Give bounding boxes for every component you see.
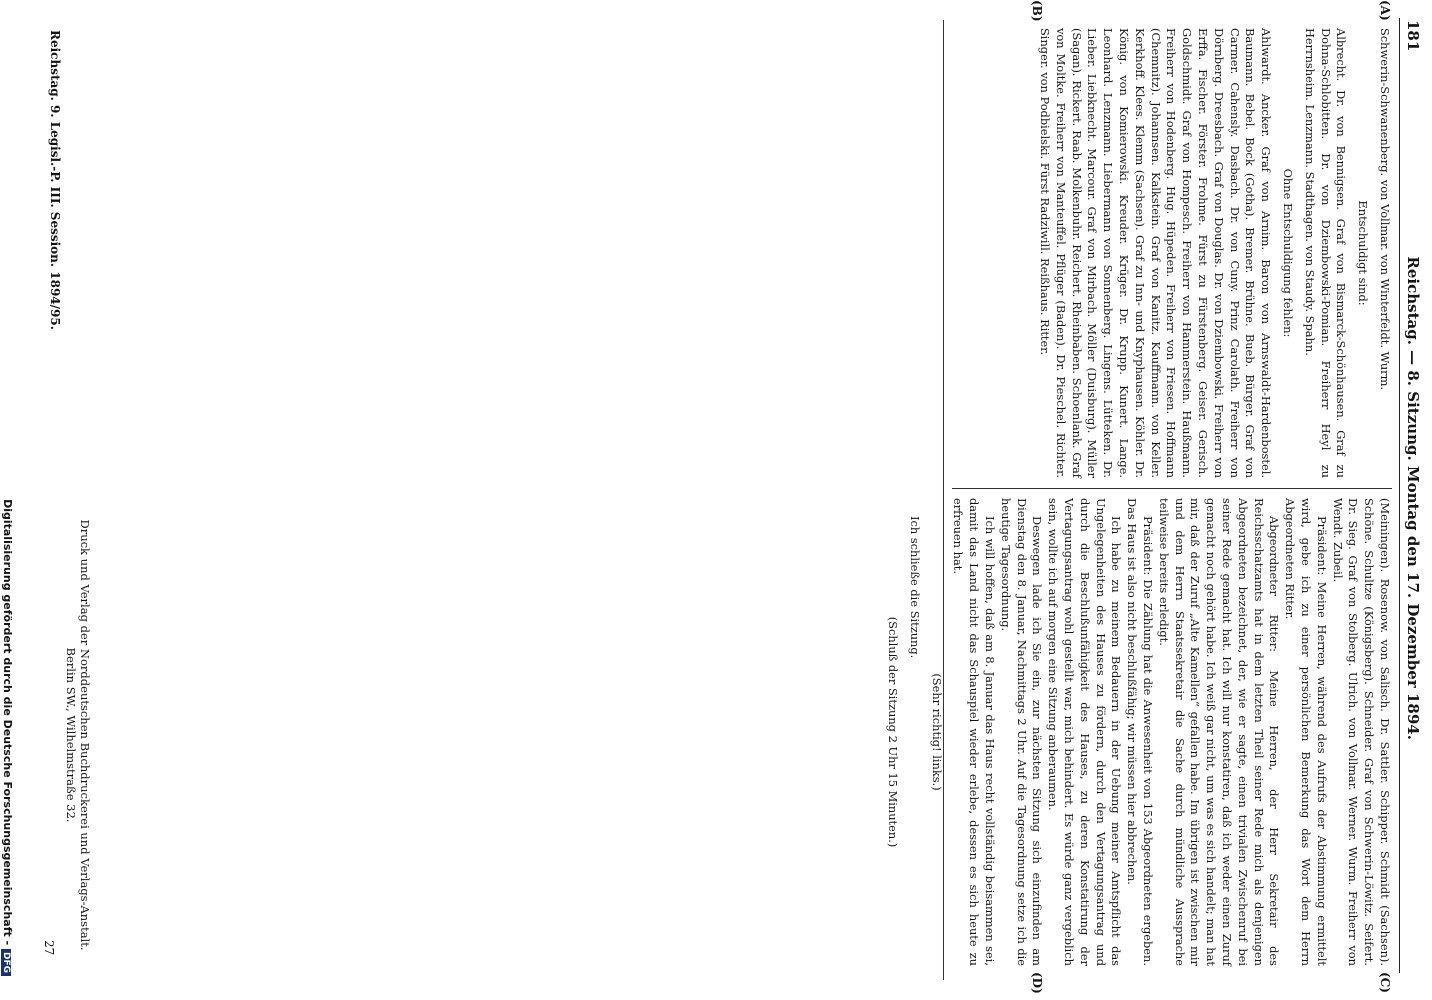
- paragraph: Abgeordneter Ritter: Meine Herren, der Herr Sekretair des Reichsschatzamts hat in dem letzten Theil seiner Rede mich als denjenigen Abgeordneten bezeichnet, der, wie er sagte, einen trivialen Zwischenruf bei seiner Rede gemacht hat. Ich will nur konstatiren, daß ich weder einen Zuruf gemacht noch gehört habe. Ich weiß gar nicht, um was es sich handelt; man hat mir, daß der Zuruf „Alte Kamellen“ gefallen habe. Im übrigen ist zwischen mir und dem Herrn Staatssekretair die Sache durch mündliche Aussprache teilweise bereits erledigt.: [1156, 498, 1282, 966]
- paragraph: Präsident: Die Zählung hat die Anwesenheit von 153 Abgeordneten ergeben. Das Haus ist also nicht beschlußfähig; wir müssen hier abbrechen.: [1125, 498, 1156, 966]
- margin-mark-c: (C): [1378, 972, 1392, 993]
- section-heading-excused: Entschuldigt sind:: [1356, 200, 1371, 306]
- running-head-rule: [1399, 18, 1400, 973]
- paragraph: Ahlwardt. Ancker. Graf von Arnim. Baron von Arnswaldt-Hardenbostel. Baumann. Bebel. Bock (Gotha). Bremer. Brühne. Bueb. Bürger. Graf von Carmer. Cahensly. Dasbach. Dr. von Cuny. Prinz Carolath. Freiherr von Dörnberg. Dreesbach. Graf von Douglas. Dr. von Dziembowski. Freiherr von Erffa. Fischer. Förster. Frohme. Fürst zu Fürstenberg. Geiser. Gerisch. Goldschmidt. Graf von Hompesch. Freiherr von Hammerstein. Haußmann. Freiherr von Hodenberg. Hug. Hüpeden. Freiherr von Friesen. Hoffmann (Chemnitz). Johannsen. Kalkstein. Graf von Kanitz. Kauffmann. von Keller. Kerkhoff. Klees. Klemm (Sachsen). Graf zu Inn- und Knyphausen. Köhler. Dr. König. von Komierowski. Kreuder. Krüger. Dr. Krupp. Kunert. Lange. Leonhard. Lenzmann. Liebermann von Sonnenberg. Lingens. Lütteken. Dr. Lieber. Liebknecht. Marcour. Graf von Mirbach. Möller (Duisburg). Müller (Sagan). Rickert. Raab. Molkenbuhr. Reichert. Rheinbaben. Schoenlank. Graf von Moltke. Freiherr von Manteuffel. Pflüger (Baden). Dr. Pieschel. Richter. Singer. von Podbielski. Fürst Radziwill. Reißhaus. Ritter.: [1038, 28, 1274, 478]
- interjection: (Sehr richtig! links.): [929, 673, 944, 791]
- column-divider: [952, 488, 1392, 489]
- bottom-rule: [943, 20, 944, 980]
- paragraph: Schwerin-Schwanenberg. von Vollmar. von Winterfeldt. Wurm.: [1378, 28, 1392, 391]
- dfg-credit: [1, 0, 14, 1000]
- dfg-logo-badge: DFG: [1, 949, 11, 976]
- margin-mark-b: (B): [1030, 0, 1044, 22]
- paragraph: Albrecht. Dr. von Bennigsen. Graf von Bismarck-Schönhausen. Graf zu Dohna-Schlobitten. Dr. von Dziembowski-Pomian. Freiherr Heyl zu Herrnsheim. Lenzmann. Stadthagen. von Staudy. Spahn.: [1302, 28, 1349, 478]
- margin-mark-d: (D): [1030, 972, 1044, 994]
- dfg-credit-text: Digitalisierung gefördert durch die Deutsche Forschungsgemeinschaft -: [1, 499, 14, 946]
- section-heading-absent: Ohne Entschuldigung fehlen:: [1281, 168, 1296, 338]
- printer-line-a: Druck und Verlag der Norddeutschen Buchdruckerei und Verlags-Anstalt.: [78, 519, 92, 951]
- paragraph: Ich schließe die Sitzung.: [907, 516, 922, 659]
- printer-imprint: [64, 500, 92, 970]
- paragraph: Deswegen lade ich Sie ein, zur nächsten Sitzung sich einzufinden am Dienstag den 8. Januar, Nachmittags 2 Uhr. Auf die Tagesordnung setze ich die heutige Tagesordnung.: [998, 498, 1045, 966]
- running-head-page: 181: [1404, 20, 1422, 52]
- running-head: [1402, 20, 1424, 975]
- running-head-title: Reichstag. — 8. Sitzung. Montag den 17. Dezember 1894.: [1404, 256, 1422, 740]
- margin-mark-a: (A): [1378, 0, 1392, 21]
- printer-line-b: Berlin SW., Wilhelmstraße 32.: [64, 647, 78, 823]
- paragraph: Präsident: Meine Herren, während des Aufrufs der Abstimmung ermittelt wird, gebe ich zu einer persönlichen Bemerkung das Wort dem Herrn Abgeordneten Ritter.: [1283, 498, 1329, 966]
- left-column: [972, 28, 1392, 478]
- sheet-number: 27: [42, 940, 56, 956]
- paragraph: Ich habe zu meinem Bedauern in der Uebung meiner Amtspflicht das Ungelegenheiten des Hauses zu fördern, durch den Vertagungsantrag und durch die Beschlußunfähigkeit des Hauses, zu deren Konstatirung der Vertagungsantrag wohl gestellt war, mich behindert. Es würde ganz vergeblich sein, wollte ich auf morgen eine Sitzung anberaumen.: [1046, 498, 1124, 966]
- right-column: [886, 498, 1392, 966]
- paragraph: Ich will hoffen, daß am 8. Januar das Haus recht vollständig beisammen sei, damit das Land nicht das Schauspiel wieder erlebe, dessen es sich heute zu erfreuen hat.: [951, 498, 998, 966]
- footer-left: Reichstag. 9. Legisl.-P. III. Session. 1894/95.: [48, 30, 62, 330]
- session-close: (Schluß der Sitzung 2 Uhr 15 Minuten.): [886, 616, 901, 848]
- paragraph: (Meiningen). Rosenow. von Salisch. Dr. Sattler. Schipper. Schmidt (Sachsen). Schöne. Schultze (Königsberg). Schneider. Graf von Schwerin-Löwitz. Seifert. Dr. Sieg. Graf von Stolberg. Ulrich. von Vollmar. Werner. Wurm. Freiherr von Wendt. Zubeil.: [1330, 498, 1392, 966]
